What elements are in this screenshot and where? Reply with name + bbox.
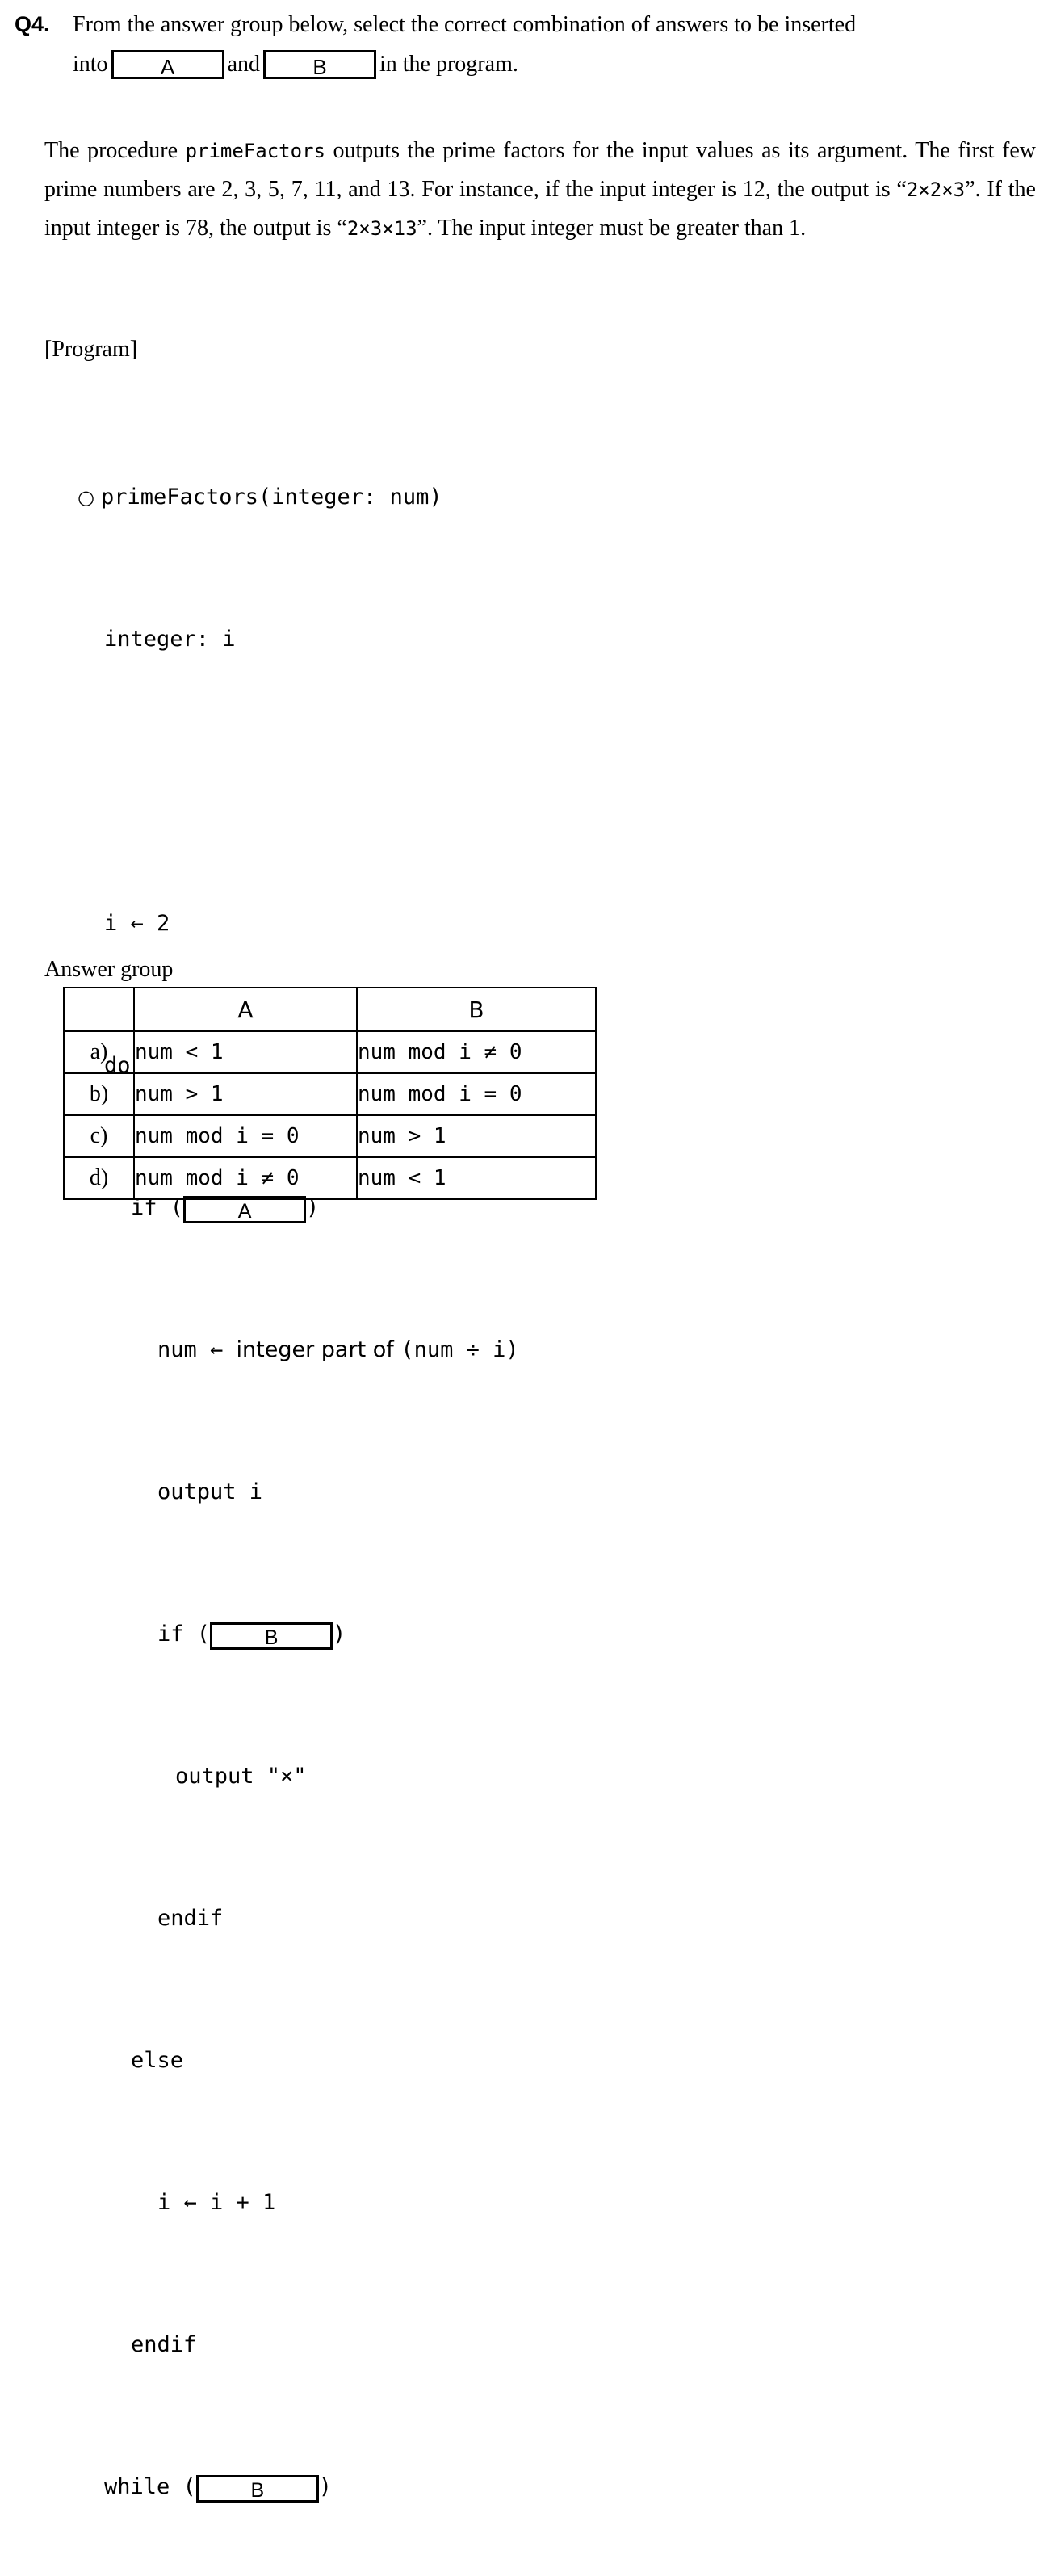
- output-x-statement: output "×": [175, 1764, 307, 1789]
- if-close-b: ): [333, 1622, 346, 1647]
- if-open-b: if (: [157, 1622, 211, 1647]
- row-label-d: d): [64, 1157, 134, 1199]
- if-open-a: if (: [131, 1195, 184, 1220]
- code-line-output-i: [78, 1475, 519, 1510]
- code-answer-box-a[interactable]: A: [183, 1196, 306, 1223]
- variable-declaration: integer: i: [104, 627, 236, 652]
- code-blank-line: [78, 764, 519, 799]
- code-line-assign-num: [78, 1332, 519, 1368]
- row-c-value-a: num mod i = 0: [134, 1115, 357, 1157]
- assign-suffix: (num ÷ i): [400, 1337, 519, 1362]
- else-keyword: else: [131, 2048, 184, 2073]
- code-line-output-x: [78, 1759, 519, 1794]
- row-label-a: a): [64, 1031, 134, 1073]
- table-row[interactable]: [64, 1031, 596, 1073]
- if-close-a: ): [306, 1195, 320, 1220]
- row-b-value-a: num > 1: [134, 1073, 357, 1115]
- while-close: ): [318, 2474, 333, 2499]
- procedure-signature: primeFactors(integer: num): [100, 485, 442, 510]
- desc-segment-3: ”. If the input integer is 78, the output is “: [44, 177, 1036, 241]
- question-second-line: [73, 50, 1033, 79]
- row-d-value-b: num < 1: [357, 1157, 596, 1199]
- init-statement: i ← 2: [104, 911, 170, 936]
- endif-inner: endif: [157, 1906, 224, 1931]
- row-b-value-b: num mod i = 0: [357, 1073, 596, 1115]
- table-row[interactable]: [64, 1157, 596, 1199]
- code-line-while: [78, 2469, 519, 2505]
- code-line-init: [78, 906, 519, 942]
- code-line-endif-inner: [78, 1901, 519, 1936]
- table-corner-cell: [64, 988, 134, 1031]
- program-label: [Program]: [44, 337, 138, 362]
- increment-statement: i ← i + 1: [157, 2190, 276, 2215]
- program-code-block: [78, 373, 519, 2576]
- procedure-circle-icon: ○: [78, 486, 94, 509]
- row-c-value-b: num > 1: [357, 1115, 596, 1157]
- table-row[interactable]: [64, 1073, 596, 1115]
- code-answer-box-b2[interactable]: B: [196, 2475, 319, 2503]
- integer-part-of-label: integer part of: [236, 1337, 401, 1362]
- code-answer-box-b[interactable]: B: [210, 1622, 333, 1650]
- description-paragraph: [44, 132, 1036, 248]
- output-i-statement: output i: [157, 1479, 263, 1504]
- column-header-a: A: [134, 988, 357, 1031]
- answer-box-b[interactable]: B: [263, 50, 376, 79]
- assign-prefix: num ←: [157, 1337, 237, 1362]
- desc-segment-2: outputs the prime factors for the input values as its argument. The first few prime numbers are 2, 3, 5, 7, 11, and 13. For instance, if the input integer is 12, the output is “: [44, 138, 1036, 202]
- question-number: Q4.: [15, 12, 50, 36]
- do-keyword: do: [104, 1053, 131, 1078]
- row-label-b: b): [64, 1073, 134, 1115]
- example-output-2: 2×3×13: [346, 217, 417, 240]
- example-output-1: 2×2×3: [906, 178, 966, 201]
- desc-segment-1: The procedure: [44, 138, 186, 163]
- code-line-else: [78, 2043, 519, 2079]
- answer-group-table: [63, 987, 597, 1200]
- code-line-increment: [78, 2185, 519, 2221]
- table-header-row: [64, 988, 596, 1031]
- code-line-endif-outer: [78, 2327, 519, 2363]
- procedure-name-inline: primeFactors: [185, 140, 325, 162]
- column-header-b: B: [357, 988, 596, 1031]
- answer-box-a[interactable]: A: [111, 50, 224, 79]
- in-the-program-label: in the program.: [379, 51, 518, 77]
- row-a-value-b: num mod i ≠ 0: [357, 1031, 596, 1073]
- and-label: and: [227, 51, 260, 77]
- code-line-signature: [78, 480, 519, 515]
- desc-segment-4: ”. The input integer must be greater than 1.: [417, 216, 807, 241]
- question-first-line: [15, 10, 1033, 40]
- code-line-declaration: [78, 622, 519, 657]
- table-row[interactable]: [64, 1115, 596, 1157]
- row-a-value-a: num < 1: [134, 1031, 357, 1073]
- into-label: into: [73, 51, 108, 77]
- question-prompt-text: From the answer group below, select the correct combination of answers to be inserted: [73, 12, 857, 37]
- code-line-if-b: [78, 1617, 519, 1652]
- answer-group-label: Answer group: [44, 957, 174, 982]
- while-open: while (: [104, 2474, 196, 2499]
- endif-outer: endif: [131, 2332, 197, 2357]
- question-header: [15, 10, 1033, 79]
- row-label-c: c): [64, 1115, 134, 1157]
- row-d-value-a: num mod i ≠ 0: [134, 1157, 357, 1199]
